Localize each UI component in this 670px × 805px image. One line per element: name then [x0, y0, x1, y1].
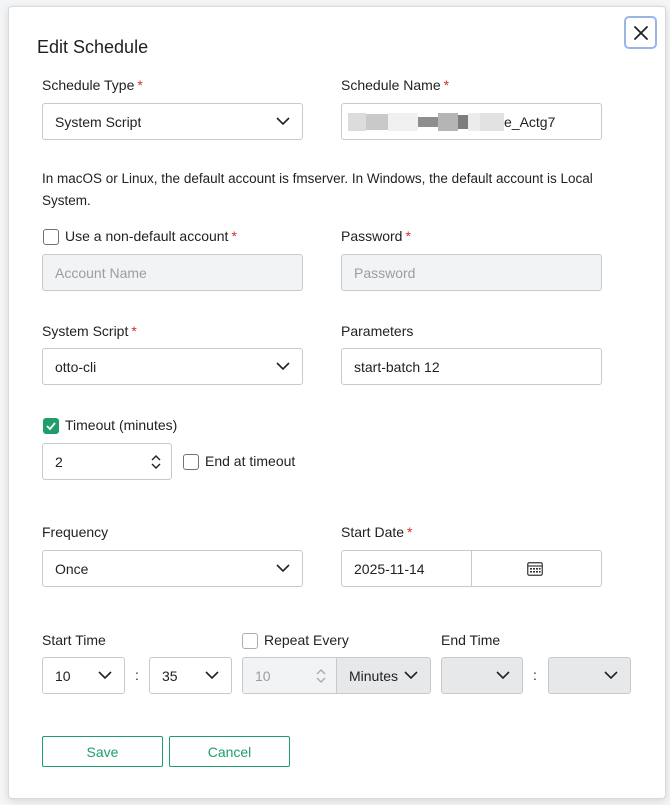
- chevron-down-icon: [496, 671, 510, 680]
- schedule-name-value: e_Actg7: [504, 113, 556, 130]
- start-date-input[interactable]: 2025-11-14: [341, 550, 602, 587]
- repeat-every-label: Repeat Every: [264, 632, 349, 648]
- password-input[interactable]: Password: [341, 254, 602, 291]
- account-name-input[interactable]: Account Name: [42, 254, 303, 291]
- system-script-label: System Script *: [42, 323, 137, 339]
- frequency-label: Frequency: [42, 524, 109, 540]
- chevron-down-icon: [276, 362, 290, 371]
- start-time-label: Start Time: [42, 632, 106, 648]
- dialog-title: Edit Schedule: [37, 37, 149, 57]
- parameters-input[interactable]: start-batch 12: [341, 348, 602, 385]
- chevron-down-icon: [205, 671, 219, 680]
- close-icon: [633, 25, 649, 41]
- cancel-button[interactable]: Cancel: [169, 736, 290, 767]
- password-label: Password *: [341, 228, 411, 244]
- chevron-down-icon: [98, 671, 112, 680]
- chevron-down-icon: [404, 671, 418, 680]
- frequency-select[interactable]: Once: [42, 550, 303, 587]
- timeout-label: Timeout (minutes): [65, 417, 178, 433]
- parameters-label: Parameters: [341, 323, 414, 339]
- chevron-down-icon: [276, 564, 290, 573]
- end-time-label: End Time: [441, 632, 501, 648]
- end-at-timeout-checkbox[interactable]: [183, 454, 199, 470]
- schedule-name-input[interactable]: [341, 103, 602, 140]
- redacted-text: [348, 113, 504, 131]
- close-button[interactable]: [624, 16, 657, 49]
- checkmark-icon: [46, 421, 56, 431]
- schedule-name-label: Schedule Name *: [341, 77, 450, 93]
- stepper-icon[interactable]: [151, 454, 161, 470]
- schedule-type-label: Schedule Type *: [42, 77, 143, 93]
- time-separator: :: [533, 667, 537, 683]
- end-hour-select[interactable]: [441, 657, 523, 694]
- start-minute-select[interactable]: 35: [149, 657, 232, 694]
- timeout-checkbox[interactable]: [43, 418, 59, 434]
- non-default-account-checkbox[interactable]: [43, 229, 59, 245]
- repeat-interval-stepper[interactable]: 10: [242, 657, 337, 694]
- repeat-every-checkbox[interactable]: [242, 633, 258, 649]
- date-field-divider: [471, 551, 472, 586]
- start-hour-select[interactable]: 10: [42, 657, 125, 694]
- save-button[interactable]: Save: [42, 736, 163, 767]
- timeout-stepper[interactable]: 2: [42, 443, 172, 480]
- start-date-label: Start Date *: [341, 524, 413, 540]
- time-separator: :: [135, 667, 139, 683]
- repeat-unit-select[interactable]: Minutes: [336, 657, 431, 694]
- end-minute-select[interactable]: [548, 657, 631, 694]
- chevron-down-icon: [604, 671, 618, 680]
- end-at-timeout-label: End at timeout: [205, 453, 296, 469]
- non-default-account-label: Use a non-default account *: [65, 228, 237, 244]
- default-account-help: In macOS or Linux, the default account is fmserver. In Windows, the default account is Local System.: [42, 171, 593, 208]
- edit-schedule-dialog: [8, 6, 666, 799]
- calendar-icon[interactable]: [527, 561, 543, 576]
- stepper-icon[interactable]: [316, 668, 326, 684]
- chevron-down-icon: [276, 117, 290, 126]
- system-script-select[interactable]: otto-cli: [42, 348, 303, 385]
- schedule-type-select[interactable]: System Script: [42, 103, 303, 140]
